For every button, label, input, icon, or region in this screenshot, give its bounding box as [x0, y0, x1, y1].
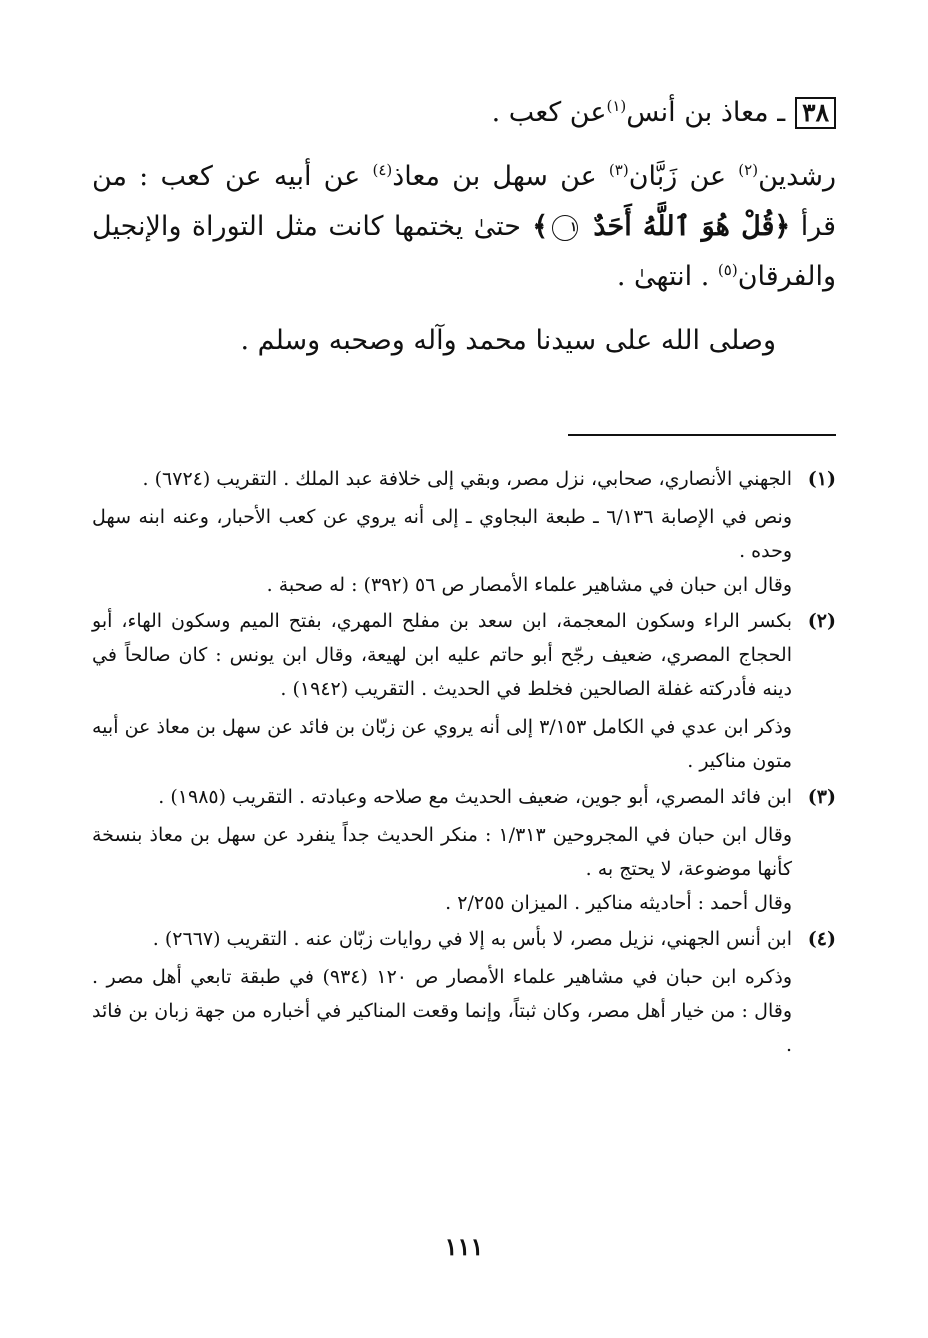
narration-end: . انتهىٰ . — [616, 261, 710, 292]
entry-title-text: ـ معاذ بن أنس — [626, 97, 786, 128]
entry-title-tail: عن كعب . — [491, 97, 607, 128]
quran-quote — [521, 211, 790, 242]
page-number: ١١١ — [444, 1232, 484, 1261]
hadith-paragraph — [92, 152, 836, 302]
narrator-sahl: عن سهل بن معاذ — [392, 161, 597, 192]
ayah-number-icon: ١ — [552, 215, 578, 241]
narration-start: عن أبيه عن كعب : من قرأ — [92, 161, 836, 242]
narrator-zabban: عن زَبَّان — [628, 161, 727, 192]
footnote-number: (٤) — [807, 928, 836, 950]
footnote-text: الجهني الأنصاري، صحابي، نزل مصر، وبقي إلى خلافة عبد الملك . التقريب (٦٧٢٤) . — [142, 468, 792, 490]
closing-blessing: وصلى الله على سيدنا محمد وآله وصحبه وسلم . — [240, 325, 776, 356]
footnote-ref-2: (٢) — [738, 161, 759, 179]
footnote-text: ابن أنس الجهني، نزيل مصر، لا بأس به إلا في روايات زبّان عنه . التقريب (٢٦٦٧) . — [152, 928, 792, 950]
footnote-ref-3: (٣) — [608, 161, 629, 179]
footnote-number: (٢) — [807, 610, 836, 632]
footnote-3 — [92, 780, 836, 814]
narration-continue: حتىٰ يختمها كانت مثل التوراة والإنجيل والفرقان — [92, 211, 836, 292]
quran-open-bracket: ﴿ — [774, 211, 791, 242]
footnote-4 — [92, 922, 836, 956]
footnote-text: ابن فائد المصري، أبو جوين، ضعيف الحديث مع صلاحه وعبادته . التقريب (١٩٨٥) . — [158, 786, 792, 808]
narrator-rishdin: رشدين — [758, 161, 836, 192]
entry-heading — [92, 88, 836, 138]
quran-verse: قُلْ هُوَ ٱللَّهُ أَحَدٌ — [593, 211, 775, 242]
quran-close-bracket: ﴾ — [532, 211, 549, 242]
footnote-1-extra-2: وقال ابن حبان في مشاهير علماء الأمصار ص ٥٦ (٣٩٢) : له صحبة . — [266, 574, 792, 596]
footnote-number: (١) — [807, 468, 836, 490]
footnote-2 — [92, 604, 836, 706]
footnote-text: بكسر الراء وسكون المعجمة، ابن سعد بن مفلح المهري، بفتح الميم وسكون الهاء، أبو الحجاج المصري، ضعيف رجّح أبو حاتم عليه ابن لهيعة، وقال ابن يونس : كان صالحاً في دينه فأدركته غفلة الصالحين فخلط في الحديث . التقريب (١٩٤٢) . — [92, 610, 792, 700]
footnote-ref-4: (٤) — [372, 161, 393, 179]
footnote-3-extra-2: وقال أحمد : أحاديثه مناكير . الميزان ٢/٢٥٥ . — [445, 892, 792, 914]
footnote-ref-1: (١) — [606, 97, 627, 115]
footnote-number: (٣) — [807, 786, 836, 808]
footnote-2-extra-1: وذكر ابن عدي في الكامل ٣/١٥٣ إلى أنه يروي عن زبّان بن فائد عن سهل بن معاذ عن أبيه متون مناكير . — [92, 716, 792, 772]
footnote-divider — [568, 434, 836, 436]
entry-title — [492, 88, 786, 138]
footnote-1-extra-1: ونص في الإصابة ٦/١٣٦ ـ طبعة البجاوي ـ إلى أنه يروي عن كعب الأحبار، وعنه ابنه سهل وحده . — [92, 506, 793, 562]
footnote-1 — [92, 462, 836, 496]
footnote-3-extra-1: وقال ابن حبان في المجروحين ١/٣١٣ : منكر الحديث جداً ينفرد عن سهل بن معاذ بنسخة كأنها موضوعة، لا يحتج به . — [92, 824, 792, 880]
main-text — [92, 88, 836, 366]
footnote-4-extra-1: وذكره ابن حبان في مشاهير علماء الأمصار ص ١٢٠ (٩٣٤) في طبقة تابعي أهل مصر . وقال : من خيار أهل مصر، وكان ثبتاً، وإنما وقعت المناكير في أخباره من جهة زبان بن فائد . — [92, 966, 792, 1056]
footnotes — [92, 462, 836, 1062]
entry-number-box: ٣٨ — [795, 97, 836, 129]
footnote-ref-5: (٥) — [717, 261, 738, 279]
